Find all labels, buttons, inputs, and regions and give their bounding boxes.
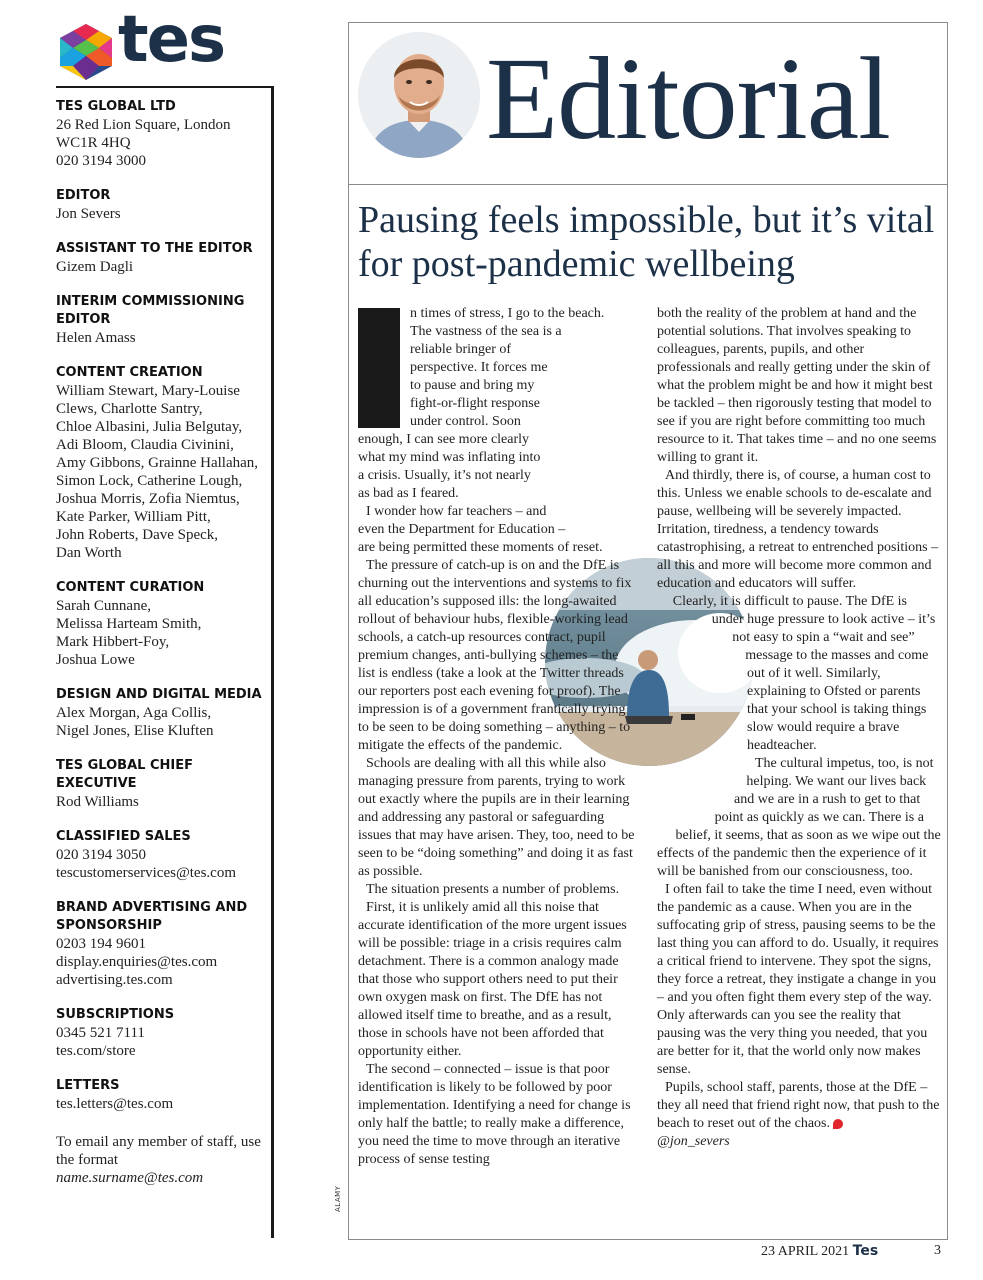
section-heading: SUBSCRIPTIONS <box>56 1007 175 1022</box>
page-number: 3 <box>934 1243 941 1258</box>
section-value: Gizem Dagli <box>56 259 134 275</box>
section-heading: CONTENT CREATION <box>56 365 203 380</box>
email-format: name.surname@tes.com <box>56 1170 204 1186</box>
header-rule <box>349 184 947 185</box>
masthead-section <box>56 293 268 347</box>
article-paragraph: I wonder how far teachers – and even the Department for Education – are being permitted these moments of reset. <box>358 504 603 555</box>
masthead-section <box>56 1006 268 1060</box>
section-heading: ASSISTANT TO THE EDITOR <box>56 241 253 256</box>
section-value: 26 Red Lion Square, London WC1R 4HQ 020 3194 3000 <box>56 117 231 169</box>
section-value: Helen Amass <box>56 330 136 346</box>
article-column-left <box>358 305 639 1169</box>
article-paragraph: The pressure of catch-up is on and the DfE is churning out the interventions and systems to fix all education’s supposed ills: the long-awaited rollout of behaviour hubs, flexible-working lead schools, a catch-up resources contract, pupil premium changes, anti-bullying schemes – the list is endless (take a look at the Twitter threads our reporters post each evening for proof). The impression is of a government frantically trying to be seen to be doing something – anything – to mitigate the effects of the pandemic. <box>358 558 632 753</box>
masthead-section <box>56 98 268 170</box>
masthead-section <box>56 364 268 562</box>
masthead-section <box>56 686 268 740</box>
section-heading: EDITOR <box>56 188 111 203</box>
article-paragraph: And thirdly, there is, of course, a human cost to this. Unless we enable schools to de-escalate and pause, wellbeing will be severely impacted. Irritation, tiredness, a tendency towards catastrophising, a retreat to entrenched positions – all this and more will become more common and education and educators will suffer. <box>657 468 939 591</box>
issue-date: 23 APRIL 2021 <box>761 1244 850 1259</box>
tes-logo <box>56 3 226 82</box>
article-paragraph: n times of stress, I go to the beach. The vastness of the sea is a reliable bringer of perspective. It forces me to pause and bring my fight-or-flight response under control. Soon enough, I can see more clearly what my mind was inflating into a crisis. Usually, it’s not nearly as bad as I feared. <box>358 306 605 501</box>
section-value: Sarah Cunnane, Melissa Harteam Smith, Mark Hibbert-Foy, Joshua Lowe <box>56 598 202 668</box>
section-heading: DESIGN AND DIGITAL MEDIA <box>56 687 262 702</box>
email-format-note <box>56 1133 268 1187</box>
masthead-divider <box>271 86 274 1238</box>
section-heading: TES GLOBAL CHIEF EXECUTIVE <box>56 758 193 791</box>
footer-brand: Tes <box>852 1243 879 1259</box>
closing-text: Pupils, school staff, parents, those at the DfE – they all need that friend right now, that push to the beach to reset out of the chaos. <box>657 1080 940 1131</box>
drop-cap <box>358 308 400 428</box>
article-paragraph <box>657 1079 941 1133</box>
section-value: 0345 521 7111 tes.com/store <box>56 1025 145 1059</box>
masthead-section <box>56 579 268 669</box>
editor-portrait-image <box>358 32 480 158</box>
section-heading: BRAND ADVERTISING AND SPONSORSHIP <box>56 900 248 933</box>
masthead-column <box>56 98 268 1187</box>
masthead-section <box>56 240 268 276</box>
section-heading: CLASSIFIED SALES <box>56 829 191 844</box>
section-value: Rod Williams <box>56 794 139 810</box>
byline[interactable]: @jon_severs <box>657 1134 730 1149</box>
footer-date <box>761 1243 878 1260</box>
section-value: tes.letters@tes.com <box>56 1096 174 1112</box>
article-paragraph: The cultural impetus, too, is not helping. We want our lives back and we are in a rush to get to that point as quickly as we can. There is a belief, it seems, that as soon as we wipe out the effects of the pandemic then the experience of it will be banished from our consciousness, too. <box>657 756 941 879</box>
article-paragraph: The second – connected – issue is that poor identification is likely to be followed by poor implementation. Identifying a need for change is only half the battle; to really make a difference, you need the time to move through an iterative process of sense testing <box>358 1062 631 1167</box>
logo-wordmark: tes <box>118 3 225 77</box>
photo-credit: ALAMY <box>334 1185 342 1212</box>
email-note-text: To email any member of staff, use the format <box>56 1134 261 1168</box>
editor-portrait <box>358 32 480 158</box>
article-paragraph: I often fail to take the time I need, even without the pandemic as a cause. When you are in the suffocating grip of stress, pausing seems to be the last thing you can afford to do. Usually, it requires a critical friend to intervene. They spot the signs, they force a retreat, they instigate a change in you – and you often fight them every step of the way. Only afterwards can you see the reality that pausing was the very thing you needed, that you are better for it, that the world only now makes sense. <box>657 882 939 1077</box>
article-column-right <box>657 305 941 1151</box>
masthead-section <box>56 187 268 223</box>
section-value: William Stewart, Mary-Louise Clews, Charlotte Santry, Chloe Albasini, Julia Belgutay, Adi Bloom, Claudia Civinini, Amy Gibbons, Grainne Hallahan, Simon Lock, Catherine Lough, Joshua Morris, Zofia Niemtus, Kate Parker, William Pitt, John Roberts, Dave Speck, Dan Worth <box>56 383 259 561</box>
end-mark-icon <box>833 1119 843 1129</box>
section-value: Jon Severs <box>56 206 121 222</box>
section-value: 020 3194 3050 tescustomerservices@tes.com <box>56 847 237 881</box>
article-paragraph: The situation presents a number of problems. <box>366 882 620 897</box>
masthead-section <box>56 828 268 882</box>
masthead-section <box>56 1077 268 1113</box>
section-heading: LETTERS <box>56 1078 120 1093</box>
article-paragraph: Schools are dealing with all this while also managing pressure from parents, trying to work out exactly where the pupils are in their learning and addressing any pastoral or safeguarding issues that may have arisen. They, too, need to be seen to be “doing something” and doing it as fast as possible. <box>358 756 635 879</box>
article-paragraph: First, it is unlikely amid all this noise that accurate identification of the more urgent issues will be possible: triage in a crisis requires calm detachment. There is a common analogy made that those who support others need to put their own oxygen mask on first. The DfE has not allowed itself time to breathe, and as a result, those in schools have not been afforded that opportunity either. <box>358 900 627 1059</box>
masthead-section <box>56 757 268 811</box>
headline: Pausing feels impossible, but it’s vital for post-pandemic wellbeing <box>358 199 935 285</box>
section-title: Editorial <box>486 33 890 164</box>
section-heading: TES GLOBAL LTD <box>56 99 176 114</box>
logo-mosaic-icon <box>56 22 116 82</box>
masthead-top-rule <box>56 86 274 88</box>
section-value: Alex Morgan, Aga Collis, Nigel Jones, Elise Kluften <box>56 705 214 739</box>
masthead-section <box>56 899 268 989</box>
article-paragraph: Clearly, it is difficult to pause. The DfE is under huge pressure to look active – it’s not easy to spin a “wait and see” message to the masses and come out of it well. Similarly, explaining to Ofsted or parents that your school is taking things slow would require a brave headteacher. <box>672 594 936 753</box>
section-heading: CONTENT CURATION <box>56 580 205 595</box>
article-paragraph: both the reality of the problem at hand and the potential solutions. That involves speaking to colleagues, parents, pupils, and other professionals and really getting under the skin of what the problem might be and how it might best be tackled – then rigorously testing that model to see if you are right before committing too much resource to it. That takes time – and no one seems willing to grant it. <box>657 306 937 465</box>
section-heading: INTERIM COMMISSIONING EDITOR <box>56 294 245 327</box>
section-value: 0203 194 9601 display.enquiries@tes.com advertising.tes.com <box>56 936 218 988</box>
